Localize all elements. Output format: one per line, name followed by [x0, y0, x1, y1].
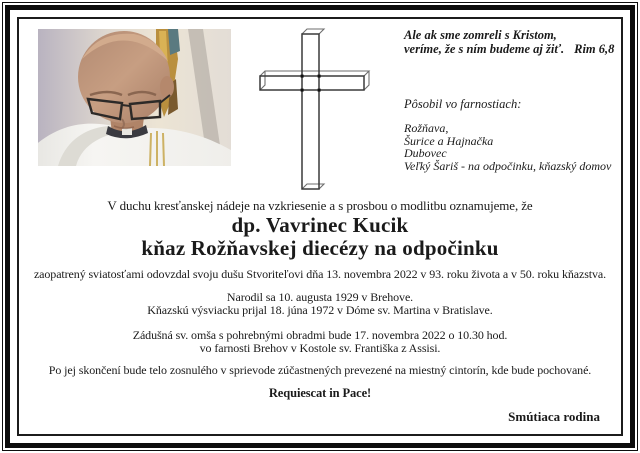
cross-icon — [256, 24, 372, 196]
ministry-heading: Pôsobil vo farnostiach: — [404, 97, 522, 111]
closing-phrase: Requiescat in Pace! — [268, 386, 372, 400]
quote-reference: Rim 6,8 — [574, 42, 615, 56]
funeral-line-2: vo farnosti Brehov v Kostole sv. Františka z Assisi. — [199, 341, 441, 355]
death-statement: zaopatrený sviatosťami odovzdal svoju dušu Stvoriteľovi dňa 13. novembra 2022 v 93. roku života a v 50. roku kňazstva. — [33, 267, 607, 281]
ordination-statement: Kňazskú výsviacku prijal 18. júna 1972 v Dóme sv. Martina v Bratislave. — [147, 303, 493, 317]
ministry-list — [404, 122, 611, 172]
parish-item: Rožňava, — [404, 121, 449, 135]
parish-item: Šurice a Hajnačka — [404, 133, 494, 148]
parish-item: Dubovec — [404, 146, 447, 160]
scripture-quote — [404, 28, 632, 56]
parish-item: Veľký Šariš - na odpočinku, kňazský domov — [404, 158, 612, 173]
quote-line-1: Ale ak sme zomreli s Kristom, — [404, 28, 557, 42]
quote-line-2: veríme, že s ním budeme aj žiť. — [404, 42, 565, 56]
announcement-intro: V duchu kresťanskej nádeje na vzkriesenie a s prosbou o modlitbu oznamujeme, že — [107, 198, 533, 213]
signature: Smútiaca rodina — [508, 409, 600, 424]
birth-statement: Narodil sa 10. augusta 1929 v Brehove. — [226, 290, 414, 304]
deceased-name: dp. Vavrinec Kucik — [231, 213, 409, 237]
deceased-title: kňaz Rožňavskej diecézy na odpočinku — [141, 236, 499, 260]
portrait-illustration — [38, 29, 231, 166]
burial-statement: Po jej skončení bude telo zosnulého v sprievode zúčastnených prevezené na miestný cintorín, kde bude pochované. — [48, 363, 592, 377]
funeral-line-1: Zádušná sv. omša s pohrebnými obradmi bude 17. novembra 2022 o 10.30 hod. — [132, 328, 508, 342]
portrait-photo — [38, 29, 231, 166]
